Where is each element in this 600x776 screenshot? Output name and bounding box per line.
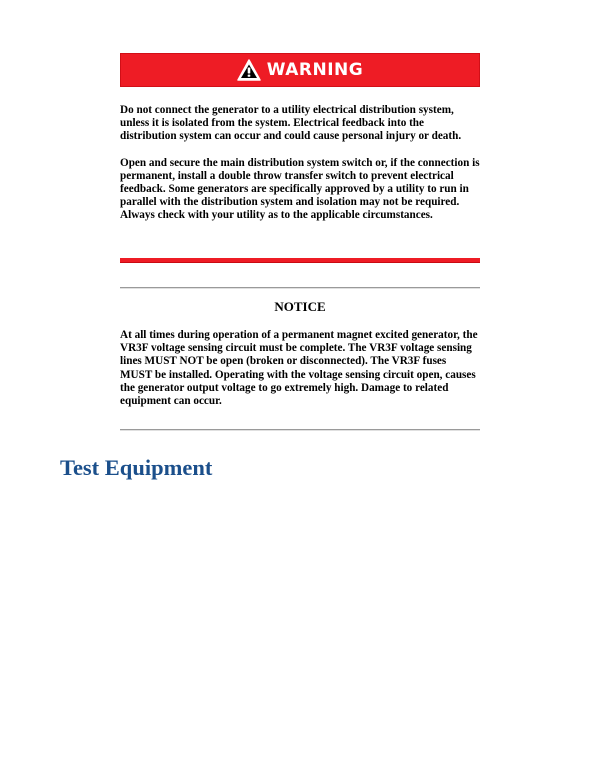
notice-top-divider xyxy=(120,287,480,289)
warning-block xyxy=(120,53,480,223)
notice-heading: NOTICE xyxy=(274,299,326,314)
warning-banner xyxy=(120,53,480,87)
notice-bottom-divider xyxy=(120,429,480,431)
warning-label: WARNING xyxy=(266,60,364,80)
section-title: Test Equipment xyxy=(60,455,213,480)
warning-bottom-rule xyxy=(120,258,480,263)
warning-paragraph: Open and secure the main distribution system switch or, if the connection is permanent, install a double throw transfer switch to prevent electrical feedback. Some generators are specifically approved by a utility to run in parallel with the distribution system and isolation may not be required. Always check with your utility as to the applicable circumstances. xyxy=(120,156,480,222)
warning-paragraph: Do not connect the generator to a utility electrical distribution system, unless it is isolated from the system. Electrical feedback into the distribution system can occur and could cause personal injury or death. xyxy=(120,104,462,143)
exclamation-triangle-icon xyxy=(237,59,261,81)
notice-text: At all times during operation of a permanent magnet excited generator, the VR3F voltage sensing circuit must be complete. The VR3F voltage sensing lines MUST NOT be open (broken or disconnected). The VR3F fuses MUST be installed. Operating with the voltage sensing circuit open, causes the generator output voltage to go extremely high. Damage to related equipment can occur. xyxy=(120,329,478,408)
